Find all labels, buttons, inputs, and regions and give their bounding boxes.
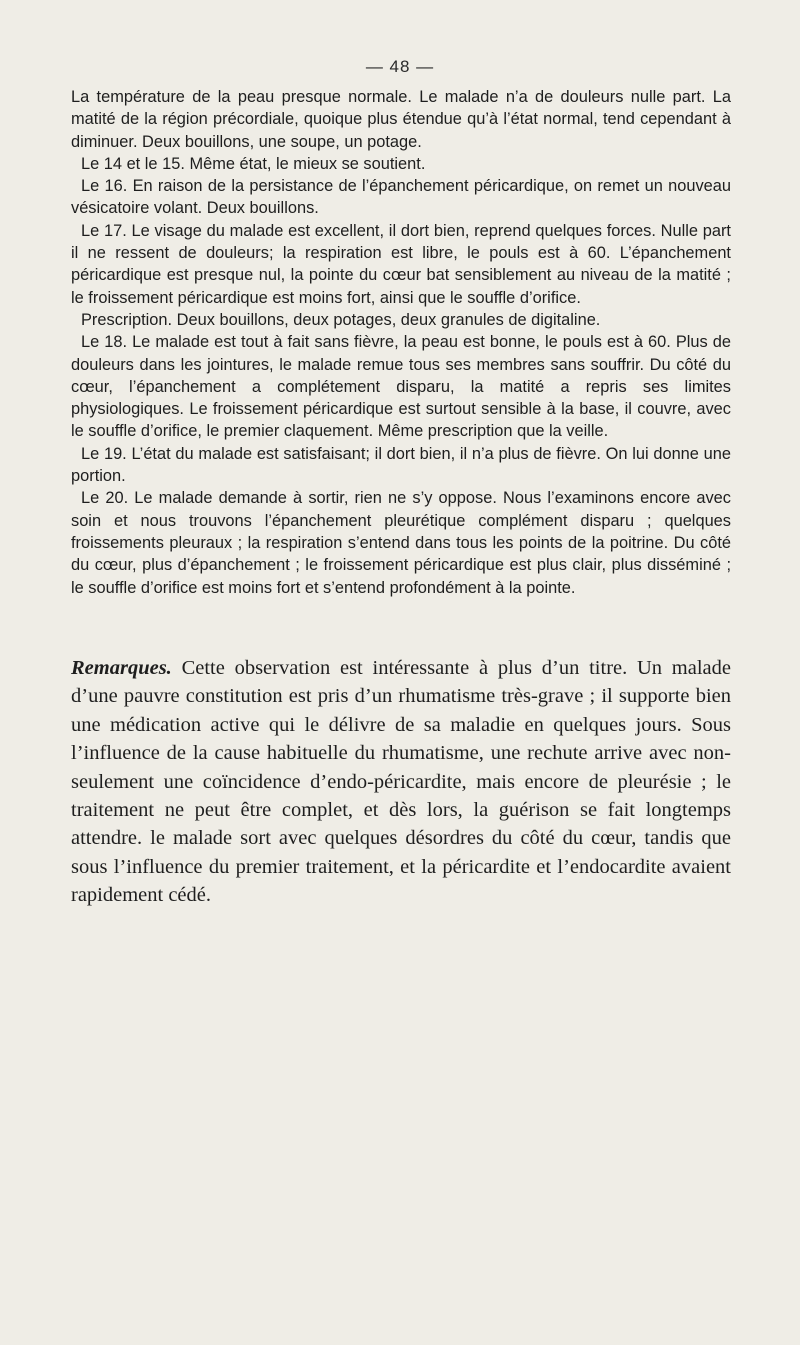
paragraph-temperature: La température de la peau presque normale. Le malade n’a de douleurs nulle part. La matité de la région précordiale, quoique plus étendue qu’à l’état normal, tend cependant à diminuer. Deux bouillons, une soupe, un potage. [71, 88, 731, 151]
paragraph-day-14-15: Le 14 et le 15. Même état, le mieux se soutient. [81, 154, 426, 173]
remarks-text: Cette observation est intéressante à plus d’un titre. Un malade d’une pauvre constitution est pris d’un rhumatisme très-grave ; il supporte bien une médication active qui le délivre de sa maladie en quelques jours. Sous l’influence de la cause habituelle du rhumatisme, une rechute arrive avec non-seulement une coïncidence d’endo-péricardite, mais encore de pleurésie ; le traitement ne peut être complet, et dès lors, la guérison se fait longtemps attendre. le malade sort avec quelques désordres du côté du cœur, tandis que sous l’influence du premier traitement, et la péricardite et l’endocardite avaient rapidement cédé. [71, 657, 731, 907]
observation-text [71, 86, 731, 599]
paragraph-day-17: Le 17. Le visage du malade est excellent, il dort bien, reprend quelques forces. Nulle part il ne ressent de douleurs; la respiration est libre, le pouls est à 60. L’épanchement péricardique est presque nul, la pointe du cœur bat sensiblement au niveau de la matité ; le froissement péricardique est moins fort, ainsi que le souffle d’orifice. [71, 221, 731, 307]
remarks-heading: Remarques. [71, 657, 172, 679]
remarks-section [71, 654, 731, 910]
paragraph-day-18: Le 18. Le malade est tout à fait sans fièvre, la peau est bonne, le pouls est à 60. Plus de douleurs dans les jointures, le malade remue tous ses membres sans souffrir. Du côté du cœur, l’épanchement a complétement disparu, la matité a repris ses limites physiologiques. Le froissement péricardique est surtout sensible à la base, il couvre, avec le souffle d’orifice, le premier claquement. Même prescription que la veille. [71, 333, 731, 441]
paragraph-day-16: Le 16. En raison de la persistance de l’épanchement péricardique, on remet un nouveau vésicatoire volant. Deux bouillons. [71, 177, 731, 218]
paragraph-day-20: Le 20. Le malade demande à sortir, rien ne s’y oppose. Nous l’examinons encore avec soin et nous trouvons l’épanchement pleurétique complément disparu ; quelques froissements pleuraux ; la respiration s’entend dans tous les points de la poitrine. Du côté du cœur, plus d’épanchement ; le froissement péricardique est plus clair, plus disséminé ; le souffle d’orifice est moins fort et s’entend profondément à la pointe. [71, 489, 731, 597]
page-number: — 48 — [365, 57, 435, 76]
paragraph-prescription: Prescription. Deux bouillons, deux potages, deux granules de digitaline. [81, 310, 601, 329]
paragraph-day-19: Le 19. L’état du malade est satisfaisant; il dort bien, il n’a plus de fièvre. On lui donne une portion. [71, 444, 731, 486]
